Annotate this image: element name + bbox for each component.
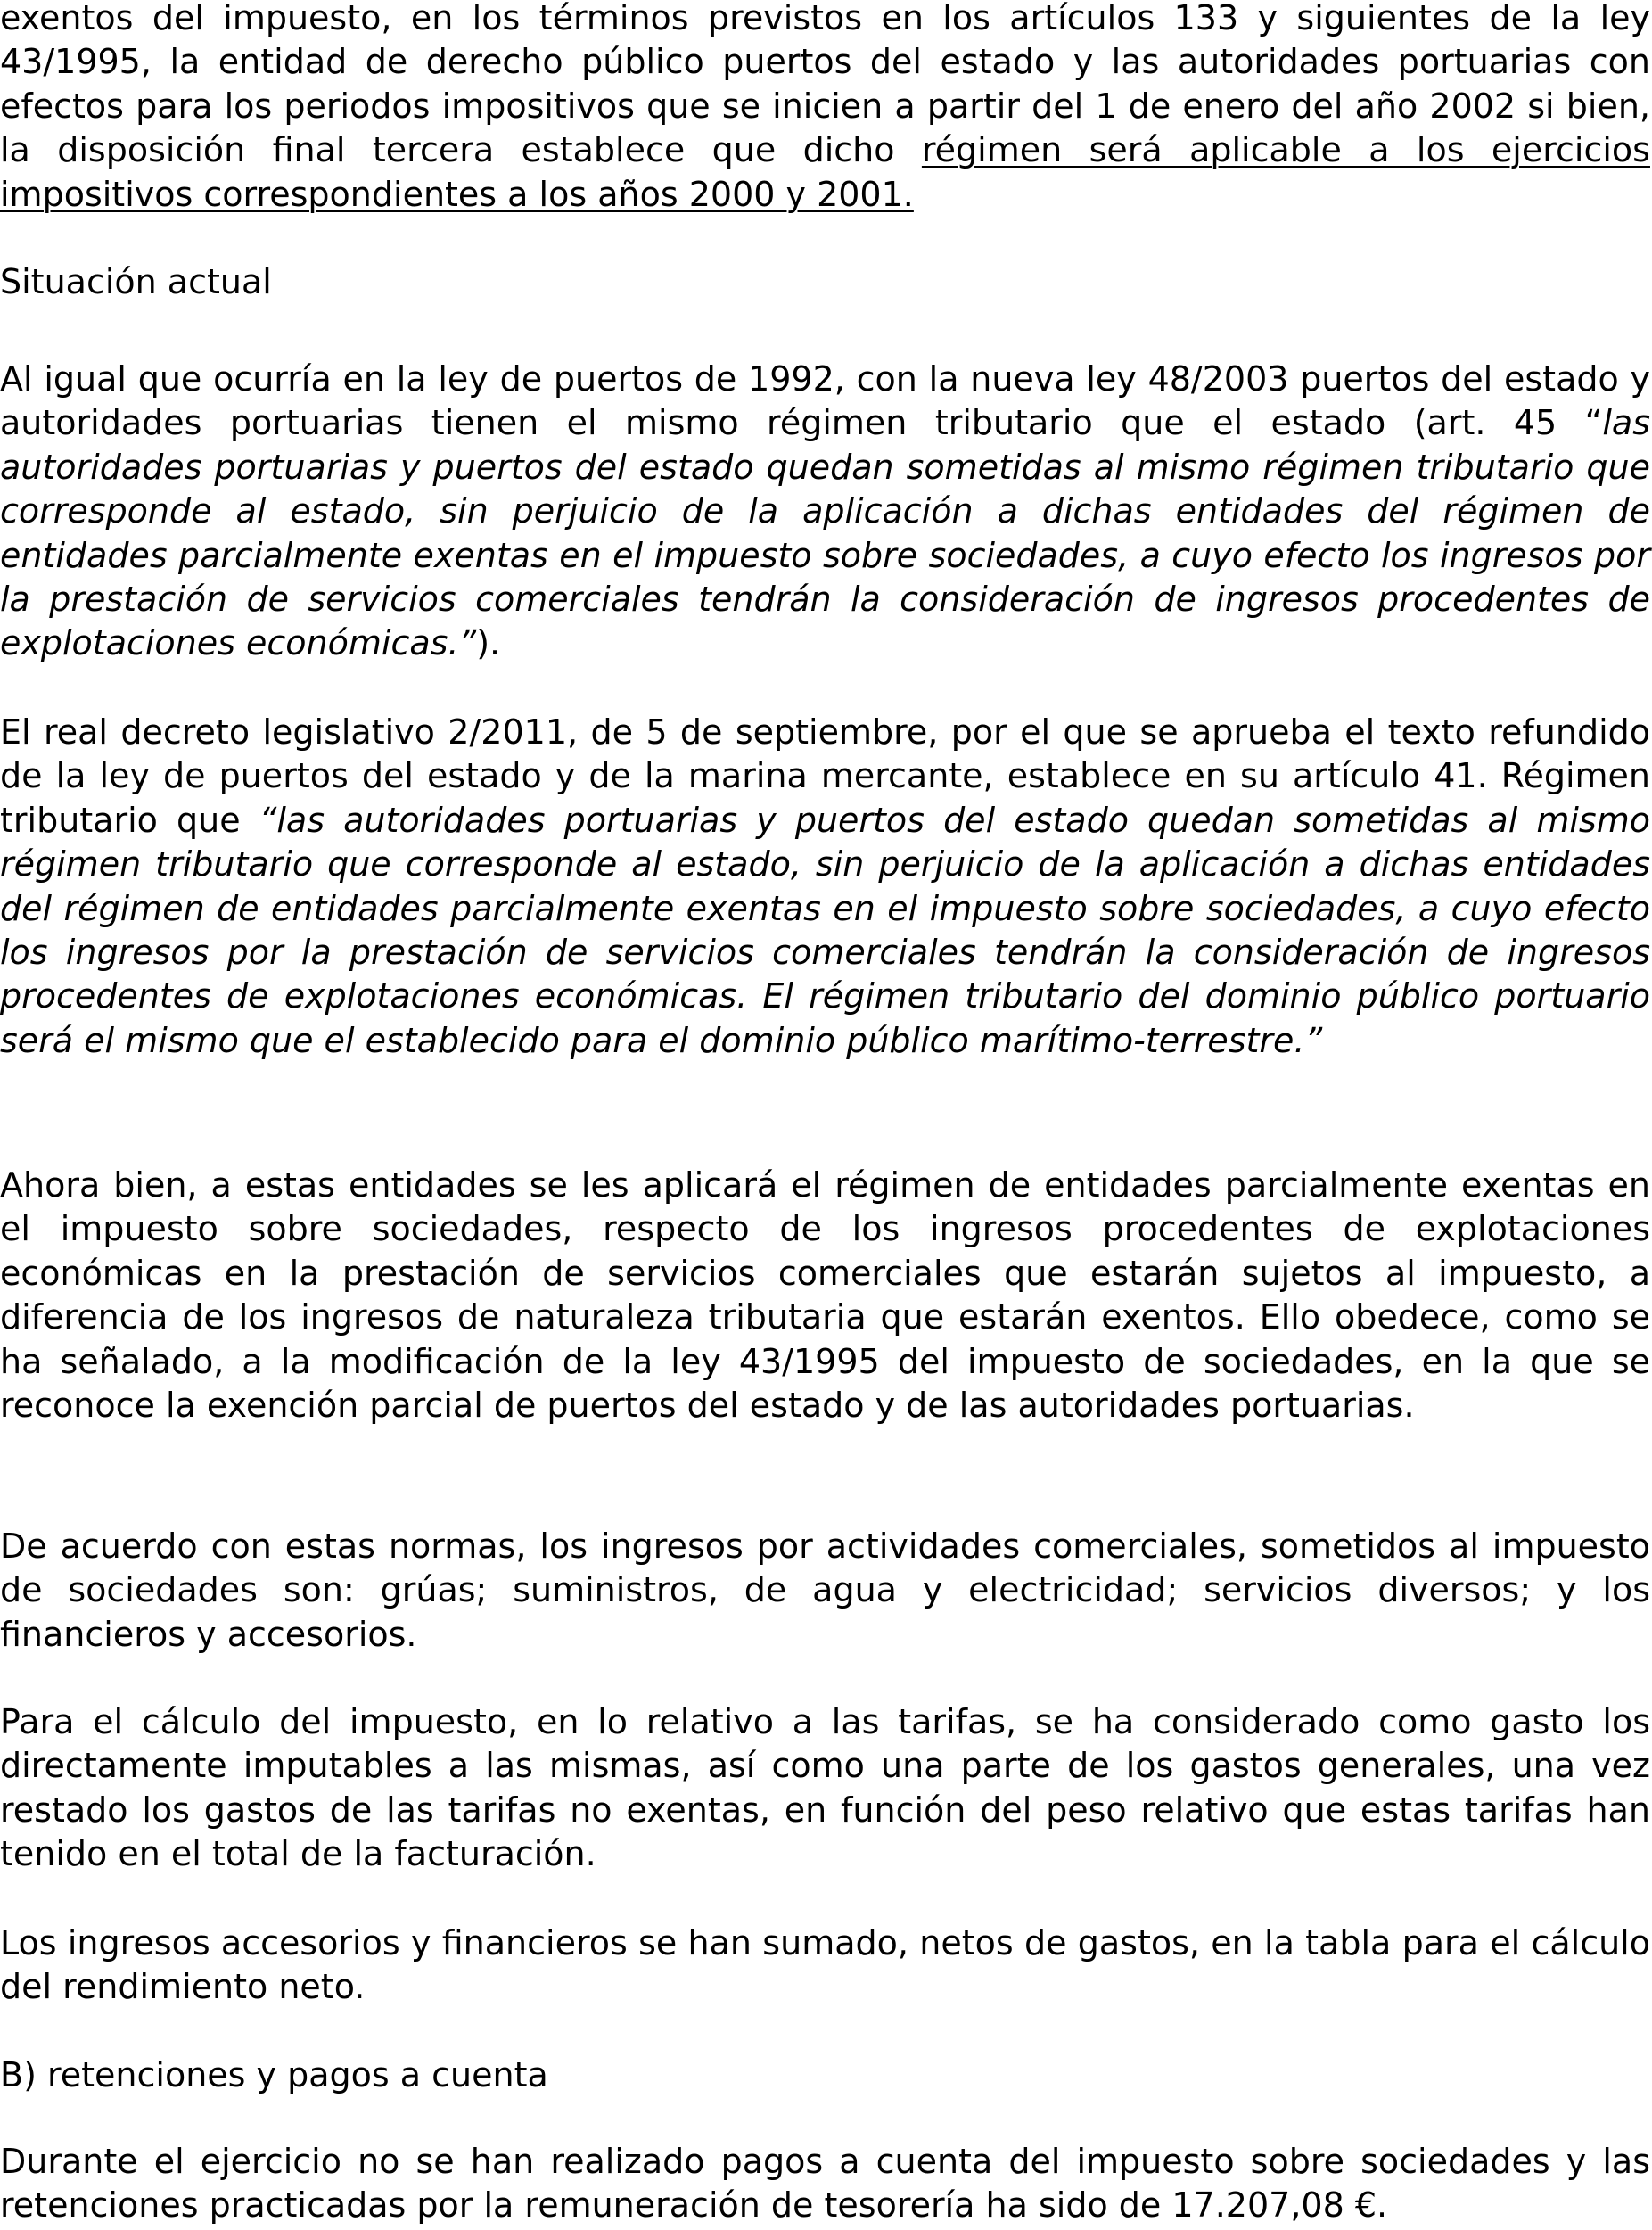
paragraph-durante-ejercicio: Durante el ejercicio no se han realizado pagos a cuenta del impuesto sobre sociedades y las retenciones practicadas por la remuneración de tesorería ha sido de 17.207,08 €. [0,2142,1650,2226]
paragraph-real-decreto [0,711,1650,1063]
paragraph-calculo-impuesto: Para el cálculo del impuesto, en lo relativo a las tarifas, se ha considerado como gasto los directamente imputables a las mismas, así como una parte de los gastos generales, una vez restado los gastos de las tarifas no exentas, en función del peso relativo que estas tarifas han tenido en el total de la facturación. [0,1702,1650,1874]
paragraph-exentos [0,0,1650,217]
paragraph-ingresos-accesorios: Los ingresos accesorios y financieros se han sumado, netos de gastos, en la tabla para el cálculo del rendimiento neto. [0,1923,1650,2007]
quote-art-45: las autoridades portuarias y puertos del estado quedan sometidas al mismo régimen tributario que corresponde al estado, sin perjuicio de la aplicación a dichas entidades del régimen de entidades parcialmente exentas en el impuesto sobre sociedades, a cuyo efecto los ingresos por la prestación de servicios comerciales tendrán la consideración de ingresos procedentes de explotaciones económicas.” [0,403,1650,663]
paragraph-ley-48-2003-text: Al igual que ocurría en la ley de puertos de 1992, con la nueva ley 48/2003 puertos del estado y autoridades portuarias tienen el mismo régimen tributario que el estado (art. 45 “ [0,359,1650,443]
paragraph-ahora-bien: Ahora bien, a estas entidades se les aplicará el régimen de entidades parcialmente exentas en el impuesto sobre sociedades, respecto de los ingresos procedentes de explotaciones económicas en la prestación de servicios comerciales que estarán sujetos al impuesto, a diferencia de los ingresos de naturaleza tributaria que estarán exentos. Ello obedece, como se ha señalado, a la modificación de la ley 43/1995 del impuesto de sociedades, en la que se reconoce la exención parcial de puertos del estado y de las autoridades portuarias. [0,1165,1650,1426]
paragraph-exentos-text: exentos del impuesto, en los términos previstos en los artículos 133 y siguientes de la ley 43/1995, la entidad de derecho público puertos del estado y las autoridades portuarias con efectos para los periodos impositivos que se inicien a partir del 1 de enero del año 2002 si bien, la disposición final tercera establece que dicho [0,0,1650,170]
heading-situacion-actual: Situación actual [0,262,272,301]
paragraph-ley-48-2003-tail: ). [476,623,501,663]
quote-articulo-41: “las autoridades portuarias y puertos del estado quedan sometidas al mismo régimen tributario que corresponde al estado, sin perjuicio de la aplicación a dichas entidades del régimen de entidades parcialmente exentas en el impuesto sobre sociedades, a cuyo efecto los ingresos por la prestación de servicios comerciales tendrán la consideración de ingresos procedentes de explotaciones económicas. El régimen tributario del dominio público portuario será el mismo que el establecido para el dominio público marítimo-terrestre.” [0,800,1650,1060]
underlined-regimen-aplicable: régimen será aplicable a los ejercicios impositivos correspondientes a los años 2000 y 2001. [0,130,1650,214]
paragraph-real-decreto-text: El real decreto legislativo 2/2011, de 5 de septiembre, por el que se aprueba el texto refundido de la ley de puertos del estado y de la marina mercante, establece en su artículo 41. Régimen tributario que [0,712,1650,840]
paragraph-ley-48-2003 [0,358,1650,666]
paragraph-de-acuerdo: De acuerdo con estas normas, los ingresos por actividades comerciales, sometidos al impuesto de sociedades son: grúas; suministros, de agua y electricidad; servicios diversos; y los financieros y accesorios. [0,1526,1650,1654]
heading-retenciones: B) retenciones y pagos a cuenta [0,2055,548,2094]
